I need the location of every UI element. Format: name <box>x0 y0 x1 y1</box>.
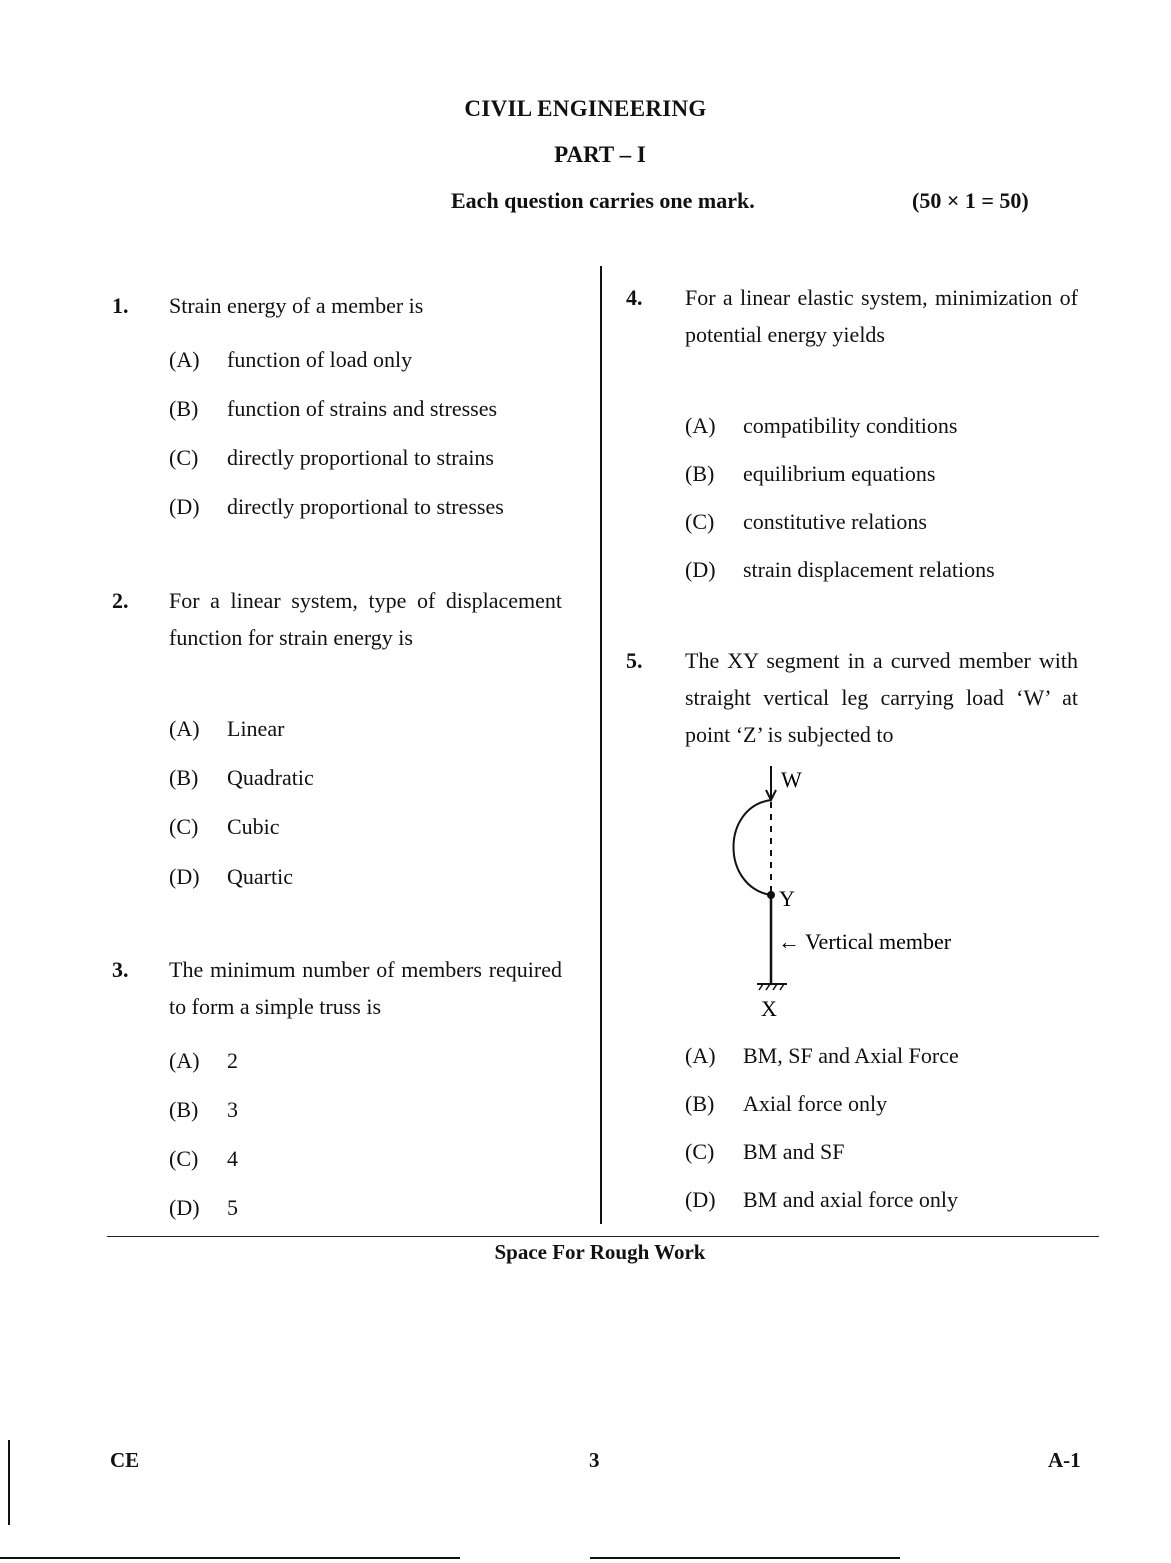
option-c <box>685 503 927 540</box>
question-1 <box>112 287 562 537</box>
scan-edge-mark <box>8 1440 10 1525</box>
curved-member-diagram <box>721 762 1081 1022</box>
option-label: (D) <box>169 864 200 889</box>
curved-member-figure <box>721 762 1081 1022</box>
option-text: constitutive relations <box>743 509 927 534</box>
question-number: 5. <box>626 648 643 673</box>
option-b <box>685 455 935 492</box>
option-b <box>685 1085 887 1122</box>
option-text: directly proportional to stresses <box>227 494 504 519</box>
option-d <box>169 1189 238 1226</box>
option-text: function of strains and stresses <box>227 396 498 421</box>
label-vertical-member: ← Vertical member <box>778 929 952 954</box>
option-text: BM and axial force only <box>743 1187 959 1212</box>
question-text: The XY segment in a curved member with straight vertical leg carrying load ‘W’ at point ‘Z’ is subjected to <box>685 648 1078 747</box>
option-d <box>169 858 293 895</box>
option-text: 2 <box>227 1048 238 1073</box>
option-text: directly proportional to strains <box>227 445 494 470</box>
question-number: 1. <box>112 293 129 318</box>
label-y: Y <box>779 886 795 911</box>
option-label: (C) <box>685 1139 715 1164</box>
option-label: (D) <box>685 557 716 582</box>
question-text: For a linear system, type of displacement function for strain energy is <box>169 588 562 650</box>
option-text: BM and SF <box>743 1139 845 1164</box>
option-label: (B) <box>685 1091 715 1116</box>
question-number: 3. <box>112 957 129 982</box>
option-text: 3 <box>227 1097 238 1122</box>
rough-work-rule <box>107 1236 1099 1237</box>
label-x: X <box>761 996 777 1021</box>
label-w: W <box>781 767 802 792</box>
option-c <box>169 1140 238 1177</box>
option-c <box>169 439 494 476</box>
option-a <box>169 341 412 378</box>
column-divider <box>600 266 602 1224</box>
option-label: (C) <box>169 1146 199 1171</box>
option-b <box>169 759 314 796</box>
rough-work-label: Space For Rough Work <box>494 1240 706 1264</box>
option-label: (C) <box>685 509 715 534</box>
question-5 <box>626 642 1078 1222</box>
option-text: equilibrium equations <box>743 461 936 486</box>
subject-code: CE <box>110 1448 140 1472</box>
option-label: (B) <box>685 461 715 486</box>
option-text: Cubic <box>227 814 280 839</box>
question-3 <box>112 951 562 1221</box>
option-d <box>685 551 995 588</box>
booklet-code: A-1 <box>1048 1448 1081 1472</box>
exam-title: CIVIL ENGINEERING <box>464 96 707 121</box>
part-heading: PART – I <box>554 142 646 167</box>
option-label: (A) <box>169 1048 200 1073</box>
option-text: Axial force only <box>743 1091 888 1116</box>
scan-bottom-edge <box>590 1557 900 1559</box>
option-label: (A) <box>685 1043 716 1068</box>
question-number: 2. <box>112 588 129 613</box>
question-4 <box>626 279 1078 589</box>
option-a <box>685 407 957 444</box>
question-text: Strain energy of a member is <box>169 293 424 318</box>
option-text: strain displacement relations <box>743 557 995 582</box>
scan-bottom-edge <box>0 1557 460 1559</box>
option-text: 5 <box>227 1195 238 1220</box>
option-b <box>169 390 497 427</box>
option-label: (A) <box>685 413 716 438</box>
question-text: The minimum number of members required to form a simple truss is <box>169 957 562 1019</box>
option-c <box>685 1133 844 1170</box>
option-label: (B) <box>169 765 199 790</box>
option-label: (D) <box>169 1195 200 1220</box>
option-a <box>169 710 284 747</box>
curved-segment <box>734 800 772 895</box>
option-label: (A) <box>169 716 200 741</box>
option-a <box>685 1037 959 1074</box>
option-text: BM, SF and Axial Force <box>743 1043 959 1068</box>
option-label: (A) <box>169 347 200 372</box>
option-text: compatibility conditions <box>743 413 958 438</box>
option-label: (D) <box>169 494 200 519</box>
option-text: Quadratic <box>227 765 314 790</box>
option-c <box>169 808 280 845</box>
option-text: Quartic <box>227 864 293 889</box>
option-b <box>169 1091 238 1128</box>
marks-total: (50 × 1 = 50) <box>912 188 1029 213</box>
option-label: (C) <box>169 814 199 839</box>
option-label: (B) <box>169 1097 199 1122</box>
question-number: 4. <box>626 285 643 310</box>
option-d <box>685 1181 958 1218</box>
page-number: 3 <box>589 1448 600 1472</box>
option-text: 4 <box>227 1146 238 1171</box>
option-label: (C) <box>169 445 199 470</box>
option-label: (B) <box>169 396 199 421</box>
option-d <box>169 488 504 525</box>
option-text: Linear <box>227 716 285 741</box>
marks-note: Each question carries one mark. <box>451 188 755 213</box>
option-label: (D) <box>685 1187 716 1212</box>
option-text: function of load only <box>227 347 413 372</box>
question-text: For a linear elastic system, minimization of potential energy yields <box>685 285 1078 347</box>
question-2 <box>112 582 562 902</box>
option-a <box>169 1042 238 1079</box>
